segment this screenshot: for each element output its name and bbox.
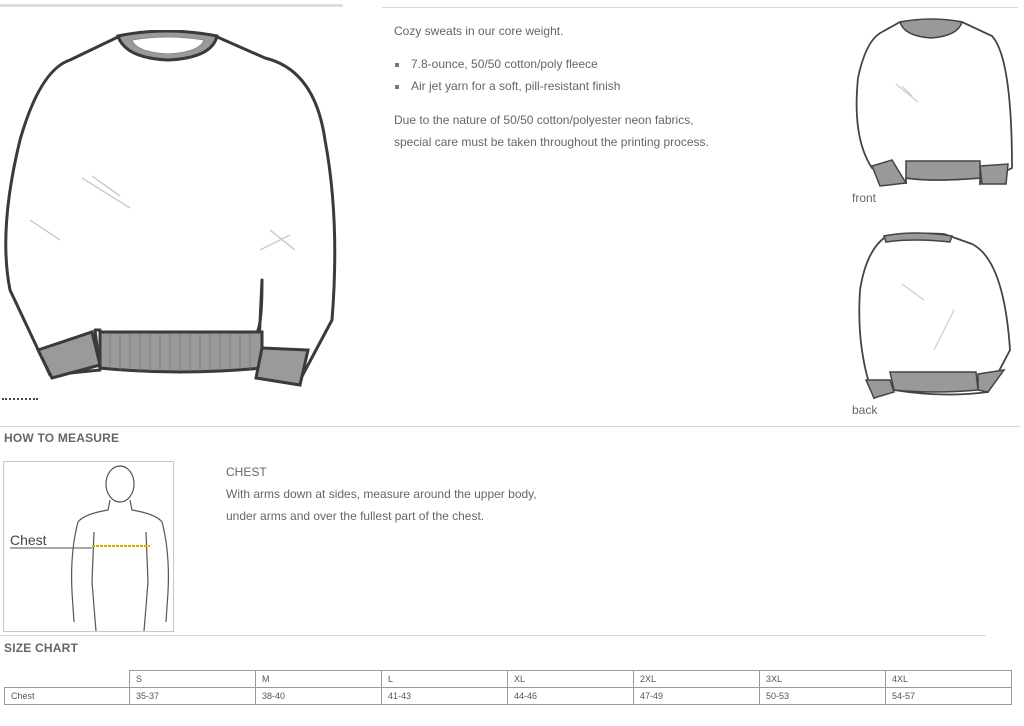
chest-size-cell: 44-46 [508,688,634,705]
chest-size-cell: 47-49 [634,688,760,705]
how-to-measure-title: HOW TO MEASURE [4,431,120,445]
top-divider-right [382,7,1018,8]
section-divider-size-chart [0,635,986,636]
size-chart-table [4,670,1012,705]
sweatshirt-main-image [0,30,345,410]
front-view-image[interactable] [852,18,1020,190]
feature-bullet-2: Air jet yarn for a soft, pill-resistant finish [411,79,621,93]
top-divider-left [0,4,343,7]
chest-measure-instruction-2: under arms and over the fullest part of the chest. [226,509,485,523]
size-header-cell: XL [508,671,634,688]
chest-size-cell: 41-43 [382,688,508,705]
chest-size-cell: 50-53 [760,688,886,705]
size-header-cell: S [130,671,256,688]
size-header-blank-cell [5,671,130,688]
chest-figure-label: Chest [10,532,47,548]
size-header-cell: 4XL [886,671,1012,688]
chest-row-label: Chest [5,688,130,705]
size-header-cell: L [382,671,508,688]
size-chart-title: SIZE CHART [4,641,78,655]
feature-bullet-1: 7.8-ounce, 50/50 cotton/poly fleece [411,57,598,71]
chest-size-cell: 35-37 [130,688,256,705]
chest-size-cell: 38-40 [256,688,382,705]
size-header-row [5,671,1012,688]
back-view-caption: back [852,403,878,417]
front-view-caption: front [852,191,877,205]
chest-measure-instruction-1: With arms down at sides, measure around the upper body, [226,487,537,501]
chest-size-cell: 54-57 [886,688,1012,705]
chest-measure-title: CHEST [226,465,267,479]
chest-size-row [5,688,1012,705]
size-header-cell: 2XL [634,671,760,688]
care-note-line-1: Due to the nature of 50/50 cotton/polyester neon fabrics, [394,113,694,127]
size-header-cell: M [256,671,382,688]
care-note-line-2: special care must be taken throughout the printing process. [394,135,709,149]
measure-figure-frame [3,461,174,632]
product-intro: Cozy sweats in our core weight. [394,24,564,38]
truncated-label-fragment [2,398,38,403]
size-header-cell: 3XL [760,671,886,688]
section-divider-measure [0,426,1020,427]
back-view-image[interactable] [854,230,1020,402]
